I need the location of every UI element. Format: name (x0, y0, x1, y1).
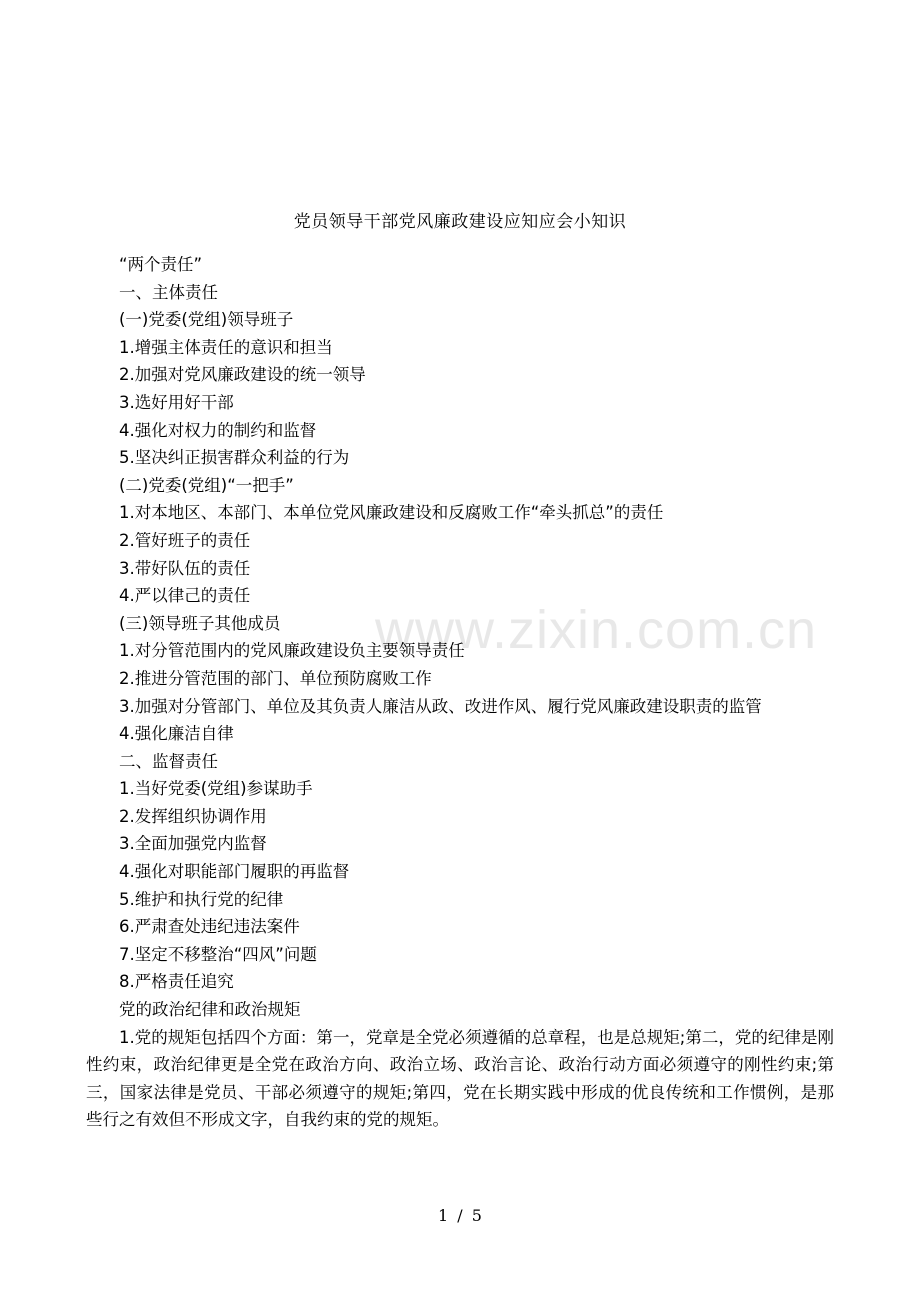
section-heading: 二、监督责任 (119, 751, 218, 771)
text-line: “两个责任” (119, 255, 203, 274)
document-title: 党员领导干部党风廉政建设应知应会小知识 (293, 212, 627, 232)
list-item: 7.坚定不移整治“四风”问题 (119, 944, 317, 964)
list-item: 1.增强主体责任的意识和担当 (119, 337, 333, 357)
subsection-heading: (二)党委(党组)“一把手” (119, 475, 294, 495)
subsection-heading: (三)领导班子其他成员 (119, 613, 281, 633)
list-item: 3.选好用好干部 (119, 392, 234, 412)
list-item: 1.对本地区、本部门、本单位党风廉政建设和反腐败工作“牵头抓总”的责任 (119, 503, 664, 523)
list-item: 2.发挥组织协调作用 (119, 806, 267, 826)
document-body (86, 251, 834, 1134)
list-item: 5.维护和执行党的纪律 (119, 889, 284, 909)
list-item: 5.坚决纠正损害群众利益的行为 (119, 448, 350, 468)
list-item: 1.当好党委(党组)参谋助手 (119, 779, 313, 799)
section-heading: 一、主体责任 (119, 282, 218, 302)
list-item: 4.严以律己的责任 (119, 586, 251, 606)
list-item: 3.全面加强党内监督 (119, 834, 267, 854)
list-item: 2.管好班子的责任 (119, 530, 251, 550)
list-item: 4.强化对权力的制约和监督 (119, 420, 317, 440)
watermark: www.zixin.com.cn (375, 600, 818, 660)
list-item: 2.加强对党风廉政建设的统一领导 (119, 365, 366, 385)
list-item: 3.带好队伍的责任 (119, 558, 251, 578)
list-item: 2.推进分管范围的部门、单位预防腐败工作 (119, 668, 432, 688)
page-number: 1 / 5 (438, 1206, 482, 1225)
subsection-heading: (一)党委(党组)领导班子 (119, 310, 294, 330)
list-item: 4.强化对职能部门履职的再监督 (119, 862, 350, 882)
section-heading: 党的政治纪律和政治规矩 (119, 1000, 301, 1020)
list-item: 4.强化廉洁自律 (119, 724, 234, 744)
list-item-wrapped: 3.加强对分管部门、单位及其负责人廉洁从政、改进作风、履行党风廉政建设职责的监管 (119, 696, 762, 716)
list-item: 1.对分管范围内的党风廉政建设负主要领导责任 (119, 641, 465, 661)
body-paragraph: 1.党的规矩包括四个方面：第一，党章是全党必须遵循的总章程，也是总规矩;第二，党的纪律是刚性约束，政治纪律更是全党在政治方向、政治立场、政治言论、政治行动方面必须遵守的刚性约束;第三，国家法律是党员、干部必须遵守的规矩;第四，党在长期实践中形成的优良传统和工作惯例，是那些行之有效但不形成文字，自我约束的党的规矩。 (86, 1027, 834, 1130)
list-item: 6.严肃查处违纪违法案件 (119, 917, 300, 937)
list-item: 8.严格责任追究 (119, 972, 234, 992)
